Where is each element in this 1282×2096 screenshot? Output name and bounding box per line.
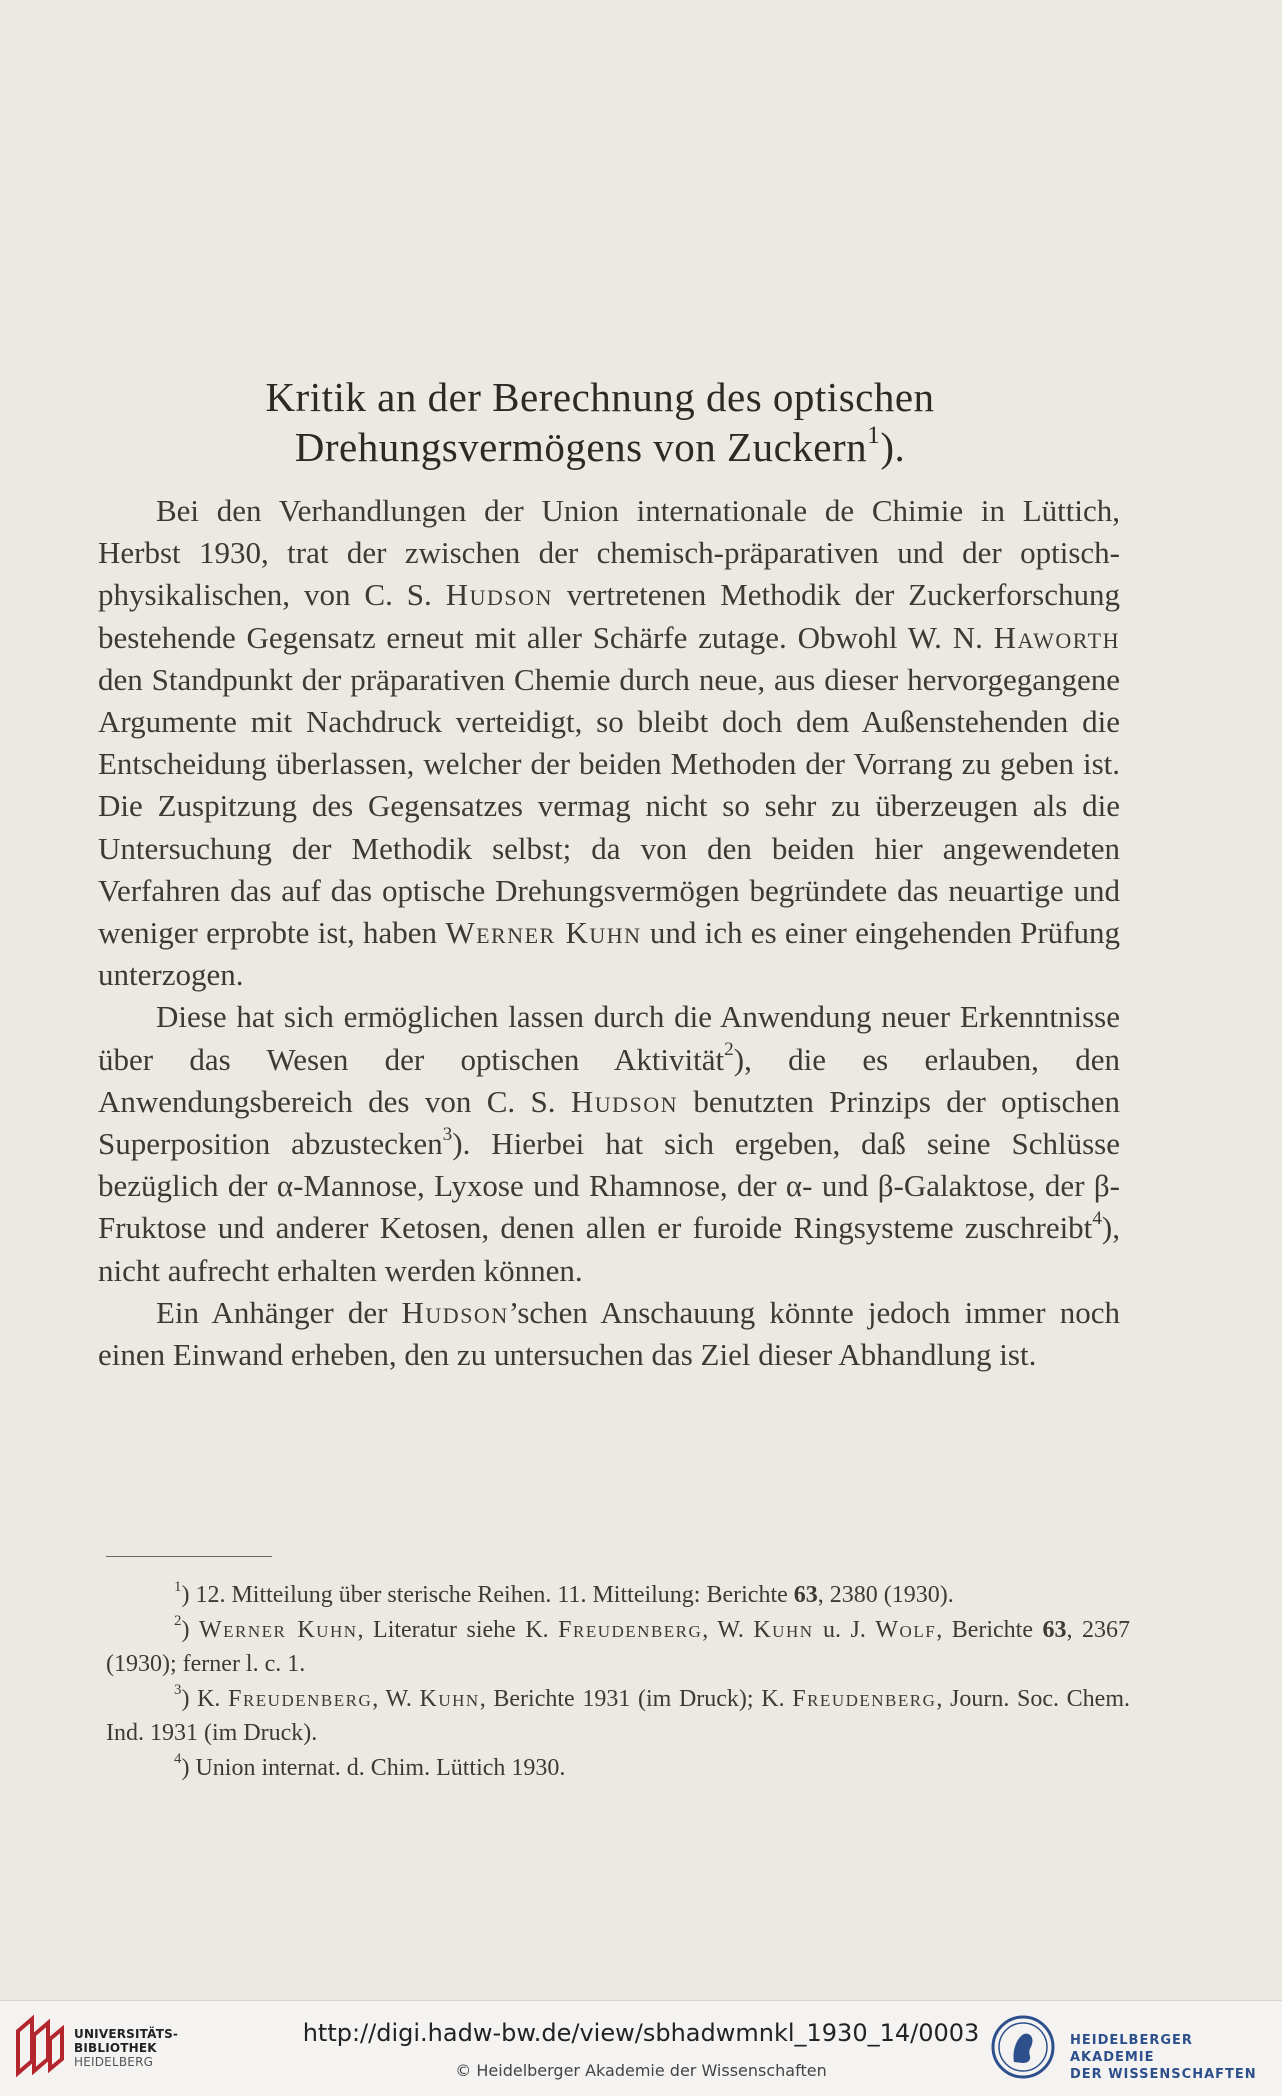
volume-number: 63 <box>793 1582 818 1608</box>
paragraph-1 <box>98 490 1120 996</box>
footnote-4: $^4$) Union internat. d. Chim. Lüttich 1930. <box>174 1751 566 1781</box>
copyright-notice: © Heidelberger Akademie der Wissenschaften <box>455 2061 827 2080</box>
fn3-author-3: Freudenberg <box>792 1685 937 1712</box>
fn2-text-a: , Literatur siehe K. <box>357 1616 559 1643</box>
title-line-1: Kritik an der Berechnung des optischen <box>265 374 935 420</box>
p1-text-a: Bei den Verhandlungen der Union internationale de Chimie in Lüttich, Herbst 1930, trat der zwischen der chemisch-präparativen und der optisch-physikalischen, von C. S. <box>98 493 1120 613</box>
article-title <box>100 372 1100 472</box>
title-line-2: Drehungsvermögens von Zuckern$^1$). <box>294 420 906 470</box>
footnote-3-mark: 3 <box>174 1682 182 1699</box>
fn3-text-b: , W. <box>372 1685 420 1712</box>
title-line-2-text: Drehungsvermögens von Zuckern <box>294 424 868 470</box>
footnote-mark-3: 3 <box>442 1123 453 1145</box>
author-name-hudson: Hudson <box>401 1294 509 1330</box>
p2-text-d: benutzten Prinzips der optischen Superposition abzustecken <box>98 1083 1120 1162</box>
fn4-text-a: Union internat. d. Chim. Lüttich 1930. <box>195 1754 566 1781</box>
author-name-haworth: Haworth <box>993 619 1120 655</box>
footnote-2-mark: 2 <box>174 1613 182 1630</box>
p3-text-a: Ein Anhänger der <box>156 1294 402 1330</box>
fn3-text-c: , Berichte 1931 (im Druck); K. <box>479 1685 793 1712</box>
author-name-kuhn: Werner Kuhn <box>445 915 642 951</box>
footnotes <box>106 1578 1130 1785</box>
footnote-1: $^1$) 12. Mitteilung über sterische Reihen. 11. Mitteilung: Berichte 63, 2380 (1930). <box>174 1578 954 1608</box>
fn3-text-a: K. <box>197 1685 229 1712</box>
fn2-text-b: , W. <box>702 1616 754 1643</box>
p2-text-e: ). Hierbei hat sich ergeben, daß seine Schlüsse bezüglich der α-Mannose, Lyxose und Rhamnose, der α- und β-Galaktose, der β-Fruktose und anderer Ketosen, denen allen er furoide Ringsysteme zuschreibt <box>98 1126 1120 1246</box>
p3-text-c: ’schen Anschauung könnte jedoch immer noch einen Einwand erheben, den zu untersuchen das Ziel dieser Abhandlung ist. <box>98 1294 1120 1373</box>
academy-seal-icon[interactable] <box>990 2014 1056 2080</box>
footnote-2: $^2$) Werner Kuhn, Literatur siehe K. Freudenberg, W. Kuhn u. J. Wolf, Berichte 63, 2367 (1930); ferner l. c. 1. <box>106 1613 1131 1677</box>
paragraph-3 <box>98 1292 1120 1376</box>
fn2-author-2: Freudenberg <box>558 1616 703 1643</box>
footnote-mark-2: 2 <box>724 1039 734 1061</box>
library-name-line-1: UNIVERSITÄTS- <box>74 2027 179 2041</box>
title-footnote-mark: 1 <box>867 420 881 449</box>
academy-name <box>1070 2032 1282 2083</box>
footnote-3: $^3$) K. Freudenberg, W. Kuhn, Berichte 1931 (im Druck); K. Freudenberg, Journ. Soc. Chem. Ind. 1931 (im Druck). <box>106 1682 1131 1746</box>
academy-name-line-2: DER WISSENSCHAFTEN <box>1070 2067 1257 2082</box>
volume-number: 63 <box>1042 1616 1067 1643</box>
fn2-author-4: Wolf <box>875 1616 937 1643</box>
footnote-divider <box>106 1556 272 1557</box>
p1-text-g: und ich es einer eingehenden Prüfung unterzogen. <box>98 915 1120 993</box>
fn3-text-d: , Journ. Soc. Chem. Ind. 1931 (im Druck). <box>106 1685 1131 1746</box>
fn2-text-c: u. J. <box>813 1616 876 1643</box>
fn2-text-e: , 2367 (1930); ferner l. c. 1. <box>106 1616 1131 1677</box>
fn2-text-d: , Berichte <box>936 1616 1043 1643</box>
viewer-footer <box>0 2000 1282 2096</box>
p1-text-c: vertretenen Methodik der Zuckerforschung bestehende Gegensatz erneut mit aller Schärfe zutage. Obwohl W. N. <box>98 577 1120 655</box>
academy-name-line-1: HEIDELBERGER AKADEMIE <box>1070 2033 1193 2065</box>
fn3-author-1: Freudenberg <box>228 1685 373 1712</box>
paragraph-2 <box>98 996 1120 1291</box>
library-name-line-3: HEIDELBERG <box>74 2055 154 2069</box>
p2-text-f: ), nicht aufrecht erhalten werden können. <box>98 1210 1120 1288</box>
p2-text-a: Diese hat sich ermöglichen lassen durch die Anwendung neuer Erkenntnisse über das Wesen der optischen Aktivität <box>98 999 1120 1077</box>
fn1-text-a: 12. Mitteilung über sterische Reihen. 11. Mitteilung: Berichte <box>195 1582 794 1608</box>
p2-text-b: ), die es erlauben, den Anwendungsbereich des von C. S. <box>98 1041 1120 1119</box>
footnote-mark-4: 4 <box>1092 1208 1102 1230</box>
fn3-author-2: Kuhn <box>419 1685 480 1712</box>
p1-text-e: den Standpunkt der präparativen Chemie durch neue, aus dieser hervorgegangene Argumente mit Nachdruck verteidigt, so bleibt doch dem Außenstehenden die Entscheidung überlassen, welcher der beiden Methoden der Vorrang zu geben ist. Die Zuspitzung des Gegensatzes vermag nicht so sehr zu überzeugen als die Untersuchung der Methodik selbst; da von den beiden hier angewendeten Verfahren das auf das optische Drehungsvermögen begründete das neuartige und weniger erprobte ist, haben <box>98 661 1120 951</box>
footnote-4-mark: 4 <box>174 1751 182 1768</box>
permalink-url[interactable]: http://digi.hadw-bw.de/view/sbhadwmnkl_1930_14/0003 <box>302 2019 980 2047</box>
author-name-hudson: Hudson <box>570 1083 679 1119</box>
fn1-text-b: , 2380 (1930). <box>817 1582 954 1608</box>
footnote-1-mark: 1 <box>174 1578 182 1595</box>
fn2-author-3: Kuhn <box>753 1616 814 1643</box>
author-name-hudson: Hudson <box>445 577 553 613</box>
article-body <box>98 490 1120 1376</box>
fn2-author-1: Werner Kuhn <box>198 1616 358 1643</box>
library-name-line-2: BIBLIOTHEK <box>74 2041 157 2055</box>
